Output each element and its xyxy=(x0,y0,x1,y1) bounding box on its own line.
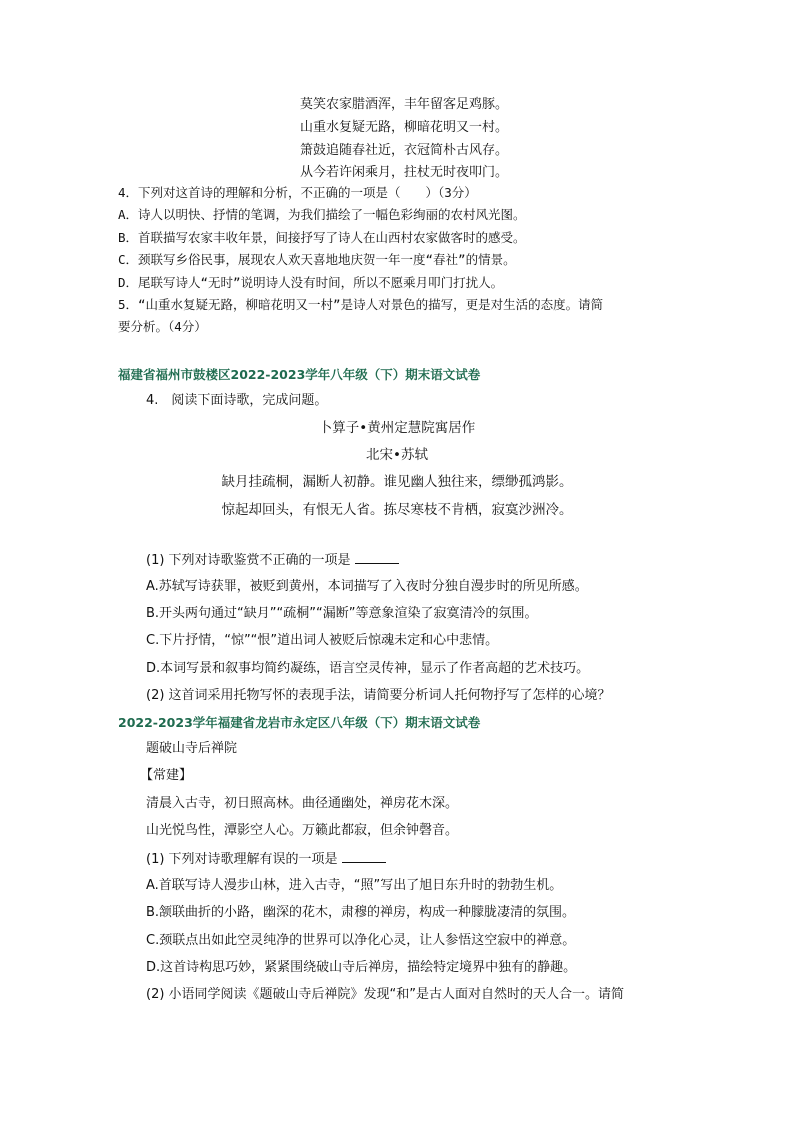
poem-line: 缺月挂疏桐，漏断人初静。谁见幽人独往来，缥缈孤鸿影。 xyxy=(221,474,573,490)
poem-title: 卜算子•黄州定慧院寓居作 xyxy=(318,420,476,436)
option-a: A.首联写诗人漫步山林，进入古寺，“照”写出了旭日东升时的勃勃生机。 xyxy=(146,878,563,893)
option-d: D．尾联写诗人“无时”说明诗人没有时间，所以不愿乘月叩门打扰人。 xyxy=(118,275,504,290)
question-2: (2) 这首词采用托物写怀的表现手法，请简要分析词人托何物抒写了怎样的心境？ xyxy=(146,688,611,703)
question-1-text: (1) 下列对诗歌鉴赏不正确的一项是 xyxy=(146,553,351,568)
option-c: C.颈联点出如此空灵纯净的世界可以净化心灵，让人参悟这空寂中的禅意。 xyxy=(146,933,576,948)
reading-intro: 4. 阅读下面诗歌，完成问题。 xyxy=(146,393,328,408)
poem-line: 山光悦鸟性，潭影空人心。万籁此都寂，但余钟磬音。 xyxy=(146,823,459,838)
poem-line: 清晨入古寺，初日照高林。曲径通幽处，禅房花木深。 xyxy=(146,796,459,811)
poem-line: 箫鼓追随春社近，衣冠简朴古风存。 xyxy=(300,143,509,158)
option-c: C．颈联写乡俗民事，展现农人欢天喜地地庆贺一年一度“春社”的情景。 xyxy=(118,252,516,267)
question-1 xyxy=(146,551,399,570)
answer-blank xyxy=(355,551,399,564)
option-b: B.开头两句通过“缺月”“疏桐”“漏断”等意象渲染了寂寞清冷的氛围。 xyxy=(146,606,538,621)
option-b: B.颔联曲折的小路，幽深的花木，肃穆的禅房，构成一种朦胧凄清的氛围。 xyxy=(146,905,576,920)
poem-author: 【常建】 xyxy=(140,768,193,783)
poem-title: 题破山寺后禅院 xyxy=(146,741,238,756)
question-4: 4．下列对这首诗的理解和分析，不正确的一项是（ ）（3分） xyxy=(118,185,477,200)
option-d: D.本词写景和叙事均简约凝练，语言空灵传神，显示了作者高超的艺术技巧。 xyxy=(146,661,590,676)
section-header: 2022-2023学年福建省龙岩市永定区八年级（下）期末语文试卷 xyxy=(118,715,481,730)
poem-line: 山重水复疑无路，柳暗花明又一村。 xyxy=(300,120,509,135)
question-1-text: (1) 下列对诗歌理解有误的一项是 xyxy=(146,852,338,867)
option-c: C.下片抒情，“惊”“恨”道出词人被贬后惊魂未定和心中悲情。 xyxy=(146,633,499,648)
question-5-line1: 5．“山重水复疑无路，柳暗花明又一村”是诗人对景色的描写，更是对生活的态度。请简 xyxy=(118,297,604,312)
question-2: (2) 小语同学阅读《题破山寺后禅院》发现“和”是古人面对自然时的天人合一。请简 xyxy=(146,987,625,1002)
poem-line: 从今若许闲乘月，拄杖无时夜叩门。 xyxy=(300,165,509,180)
answer-blank xyxy=(342,850,386,863)
poem-line: 惊起却回头，有恨无人省。拣尽寒枝不肯栖，寂寞沙洲冷。 xyxy=(221,502,573,518)
poem-line: 莫笑农家腊酒浑，丰年留客足鸡豚。 xyxy=(300,97,509,112)
option-b: B．首联描写农家丰收年景，间接抒写了诗人在山西村农家做客时的感受。 xyxy=(118,230,526,245)
option-a: A.苏轼写诗获罪，被贬到黄州，本词描写了入夜时分独自漫步时的所见所感。 xyxy=(146,579,588,594)
option-a: A．诗人以明快、抒情的笔调，为我们描绘了一幅色彩绚丽的农村风光图。 xyxy=(118,207,526,222)
question-5-line2: 要分析。（4分） xyxy=(118,319,207,334)
option-d: D.这首诗构思巧妙，紧紧围绕破山寺后禅房，描绘特定境界中独有的静趣。 xyxy=(146,960,577,975)
section-header: 福建省福州市鼓楼区2022-2023学年八年级（下）期末语文试卷 xyxy=(118,367,481,382)
poem-author: 北宋•苏轼 xyxy=(366,447,428,463)
question-1 xyxy=(146,850,386,869)
